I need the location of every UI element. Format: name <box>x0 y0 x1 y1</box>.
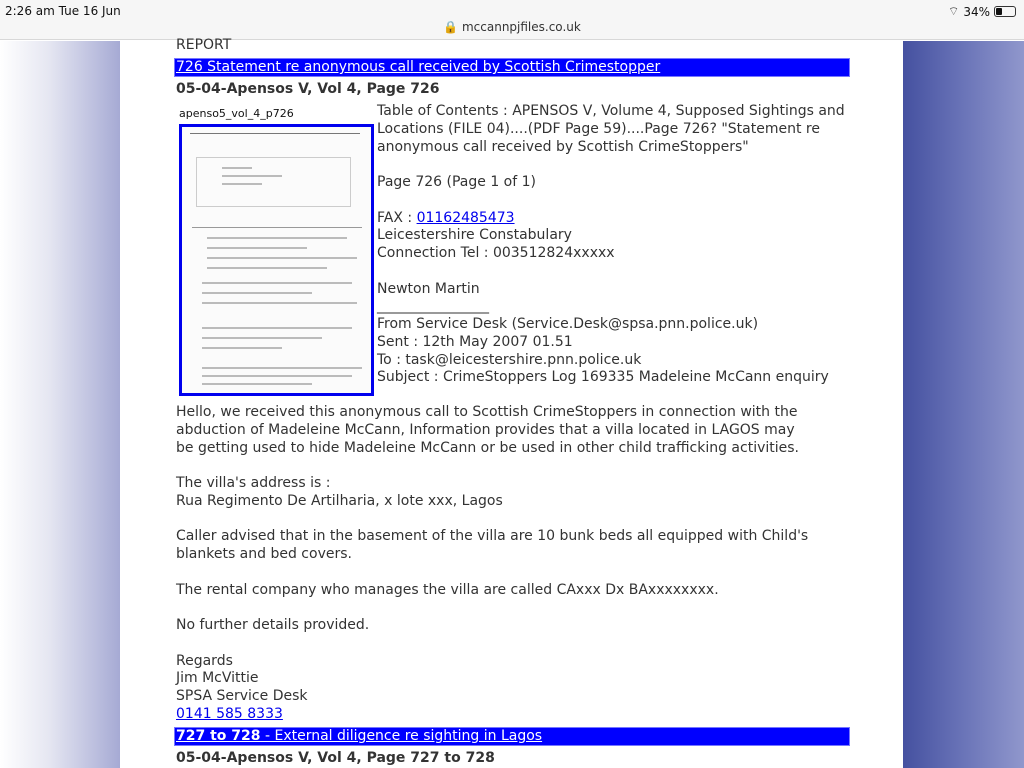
section-heading: 05-04-Apensos V, Vol 4, Page 726 <box>176 81 440 97</box>
paragraph: Hello, we received this anonymous call to Scottish CrimeStoppers in connection with the abduction of Madeleine McCann, Information provides that a villa located in LAGOS may be getting used to hide Madeleine McCann or be used in other child trafficking activities. <box>176 404 799 456</box>
wifi-icon: ⌔ <box>948 4 960 18</box>
thumbnail-label: apenso5_vol_4_p726 <box>179 107 294 120</box>
email-sent: Sent : 12th May 2007 01.51 <box>377 333 573 350</box>
system-status <box>948 4 1016 19</box>
lock-icon: 🔒 <box>443 20 459 34</box>
report-label: REPORT <box>176 37 232 53</box>
fax-line: FAX : 01162485473 <box>377 209 515 226</box>
right-margin <box>903 41 1024 768</box>
paragraph: No further details provided. <box>176 617 370 633</box>
left-margin <box>0 41 120 768</box>
toc-text: Table of Contents : APENSOS V, Volume 4, Supposed Sightings and Locations (FILE 04)....(PDF Page 59)....Page 726? "Statement re anonymous call received by Scottish CrimeStoppers" <box>377 103 845 155</box>
link-bold: 727 to 728 <box>176 728 261 744</box>
divider: ________________ <box>377 298 489 315</box>
contact-name: Newton Martin <box>377 280 480 297</box>
section-heading-727: 05-04-Apensos V, Vol 4, Page 727 to 728 <box>176 750 495 766</box>
link-rest: - External diligence re sighting in Lagos <box>260 728 543 744</box>
address: Rua Regimento De Artilharia, x lote xxx, Lagos <box>176 492 503 509</box>
signature-name: Jim McVittie <box>176 670 259 687</box>
section-link-726[interactable]: 726 Statement re anonymous call received by Scottish Crimestopper <box>176 59 661 75</box>
section-bar-726 <box>174 58 850 77</box>
document-thumbnail[interactable] <box>179 124 374 396</box>
status-bar <box>0 0 1024 40</box>
email-subject: Subject : CrimeStoppers Log 169335 Madeleine McCann enquiry <box>377 369 829 386</box>
section-link-727[interactable] <box>176 728 542 744</box>
paragraph: The rental company who manages the villa are called CAxxx Dx BAxxxxxxxx. <box>176 581 719 598</box>
battery-percent: 34% <box>963 4 990 19</box>
phone-link[interactable]: 0141 585 8333 <box>176 705 283 722</box>
url-text: mccannpjfiles.co.uk <box>461 20 581 34</box>
email-to: To : task@leicestershire.pnn.police.uk <box>377 351 642 368</box>
email-body <box>176 404 846 724</box>
email-from: From Service Desk (Service.Desk@spsa.pnn.police.uk) <box>377 316 759 332</box>
section-bar-727 <box>174 727 850 746</box>
battery-icon <box>994 6 1016 17</box>
document-details <box>377 103 847 387</box>
fax-link[interactable]: 01162485473 <box>416 209 515 226</box>
connection-tel: Connection Tel : 003512824xxxxx <box>377 245 615 261</box>
address-bar[interactable] <box>0 20 1024 34</box>
signature-dept: SPSA Service Desk <box>176 688 308 704</box>
signature: Regards <box>176 652 233 669</box>
paragraph: The villa's address is : <box>176 475 331 491</box>
paragraph: Caller advised that in the basement of the villa are 10 bunk beds all equipped with Child's blankets and bed covers. <box>176 528 809 562</box>
organisation: Leicestershire Constabulary <box>377 227 572 244</box>
page-info: Page 726 (Page 1 of 1) <box>377 174 536 190</box>
clock: 2:26 am Tue 16 Jun <box>5 4 121 18</box>
